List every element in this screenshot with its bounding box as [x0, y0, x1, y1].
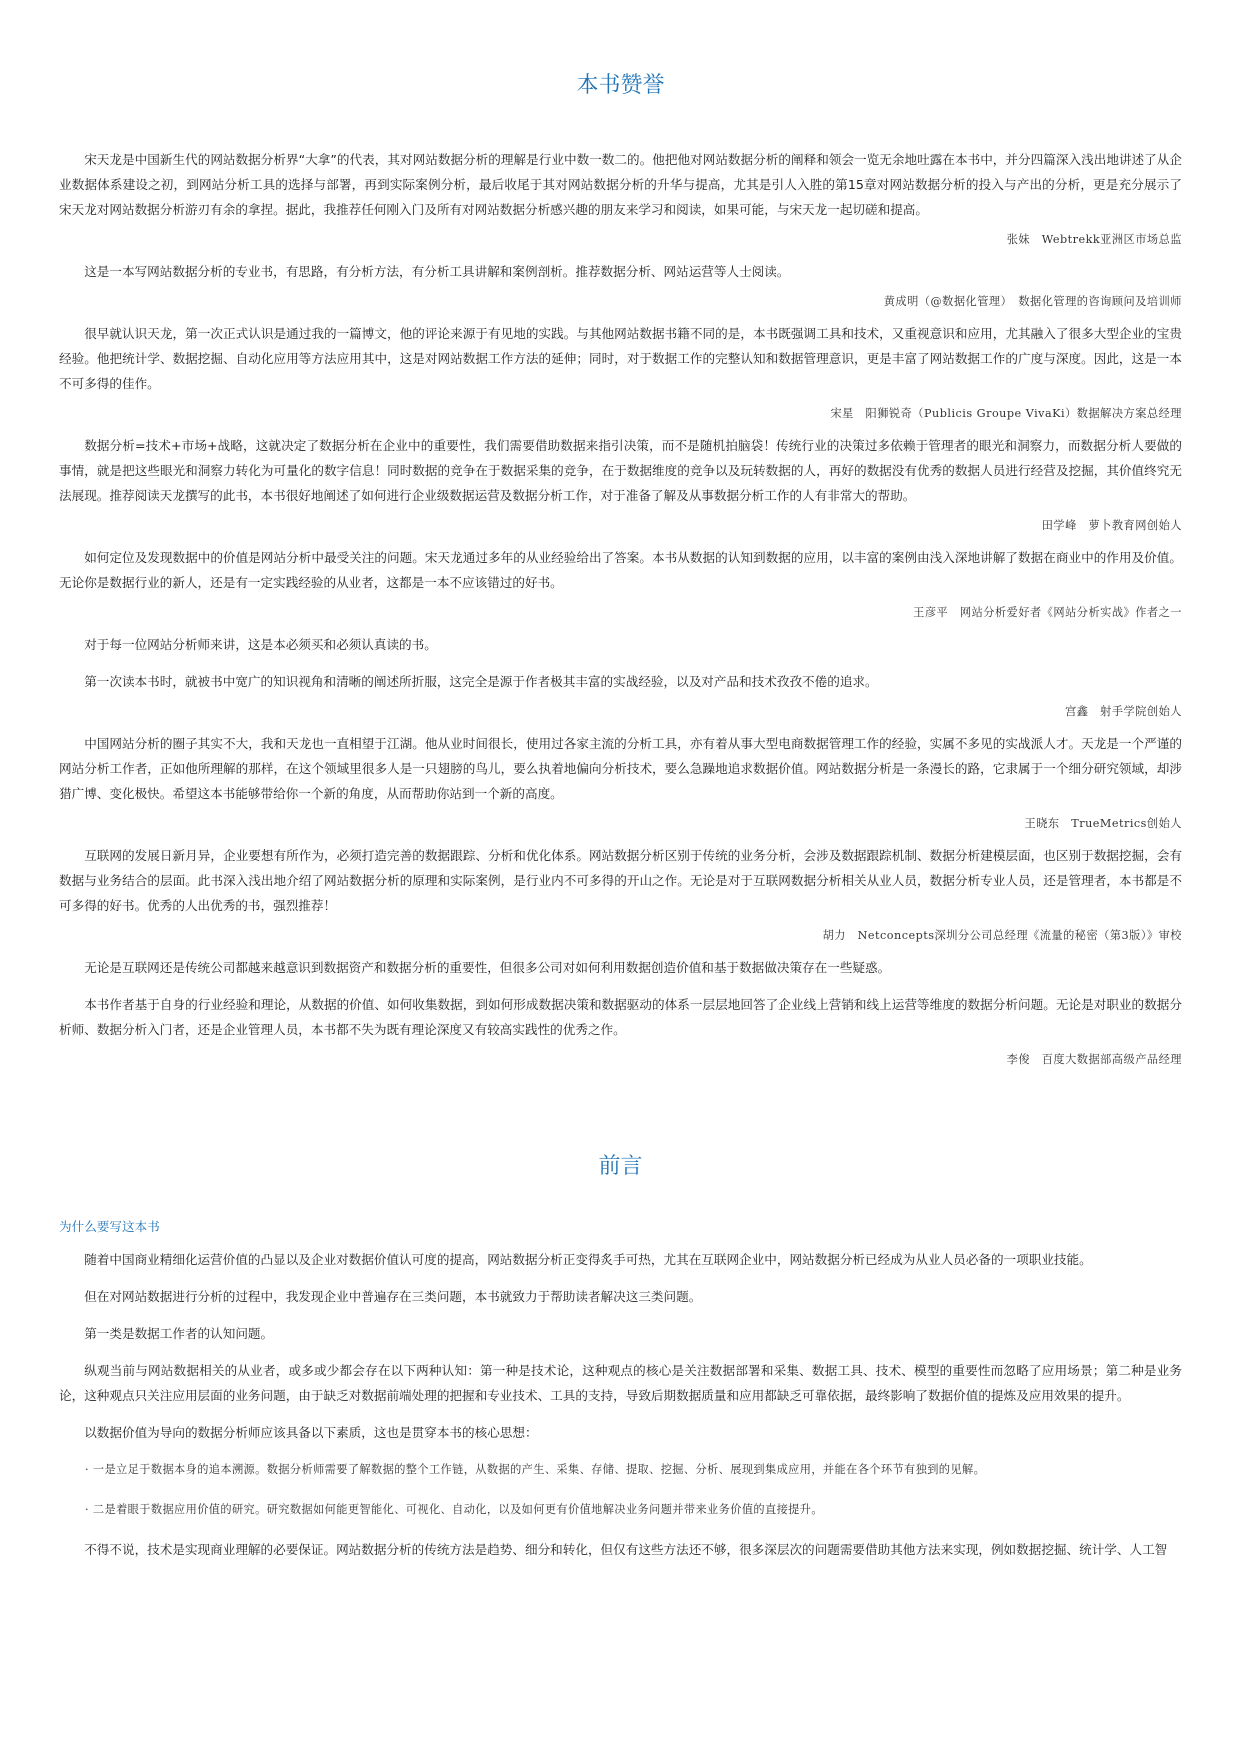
- preface-paragraph: 纵观当前与网站数据相关的从业者，或多或少都会存在以下两种认知：第一种是技术论，这种观点的核心是关注数据部署和采集、数据工具、技术、模型的重要性而忽略了应用场景；第二种是业务论，这种观点只关注应用层面的业务问题，由于缺乏对数据前端处理的把握和专业技术、工具的支持，导致后期数据质量和应用都缺乏可靠依据，最终影响了数据价值的提炼及应用效果的提升。: [59, 1363, 1182, 1403]
- preface-paragraph: 但在对网站数据进行分析的过程中，我发现企业中普遍存在三类问题，本书就致力于帮助读者解决这三类问题。: [84, 1289, 702, 1304]
- praise-text: 互联网的发展日新月异，企业要想有所作为，必须打造完善的数据跟踪、分析和优化体系。网站数据分析区别于传统的业务分析，会涉及数据跟踪机制、数据分析建模层面，也区别于数据挖掘，会有数据与业务结合的层面。此书深入浅出地介绍了网站数据分析的原理和实际案例，是行业内不可多得的开山之作。无论是对于互联网数据分析相关从业人员，数据分析专业人员，还是管理者，本书都是不可多得的好书。优秀的人出优秀的书，强烈推荐！: [59, 848, 1182, 913]
- praise-author: 黄成明（@数据化管理） 数据化管理的咨询顾问及培训师: [883, 295, 1182, 308]
- praise-entry: [59, 719, 1182, 831]
- praise-author: 王晓东 TrueMetrics创始人: [1024, 817, 1182, 830]
- preface-paragraph: 不得不说，技术是实现商业理解的必要保证。网站数据分析的传统方法是趋势、细分和转化，但仅有这些方法还不够，很多深层次的问题需要借助其他方法来实现，例如数据挖掘、统计学、人工智: [84, 1542, 1168, 1557]
- preface-paragraph: 以数据价值为导向的数据分析师应该具备以下素质，这也是贯穿本书的核心思想：: [84, 1425, 538, 1440]
- praise-author: 李俊 百度大数据部高级产品经理: [1006, 1053, 1182, 1066]
- praise-author: 田学峰 萝卜教育网创始人: [1041, 519, 1182, 532]
- praise-text: 如何定位及发现数据中的价值是网站分析中最受关注的问题。宋天龙通过多年的从业经验给出了答案。本书从数据的认知到数据的应用，以丰富的案例由浅入深地讲解了数据在商业中的作用及价值。无论你是数据行业的新人，还是有一定实践经验的从业者，这都是一本不应该错过的好书。: [59, 550, 1182, 590]
- praise-text: 本书作者基于自身的行业经验和理论，从数据的价值、如何收集数据，到如何形成数据决策和数据驱动的体系一层层地回答了企业线上营销和线上运营等维度的数据分析问题。无论是对职业的数据分析师、数据分析入门者，还是企业管理人员，本书都不失为既有理论深度又有较高实践性的优秀之作。: [59, 997, 1182, 1037]
- praise-text: 中国网站分析的圈子其实不大，我和天龙也一直相望于江湖。他从业时间很长，使用过各家主流的分析工具，亦有着从事大型电商数据管理工作的经验，实属不多见的实战派人才。天龙是一个严谨的网站分析工作者，正如他所理解的那样，在这个领域里很多人是一只翅膀的鸟儿，要么执着地偏向分析技术，要么急躁地追求数据价值。网站数据分析是一条漫长的路，它隶属于一个细分研究领域，却涉猎广博、变化极快。希望这本书能够带给你一个新的角度，从而帮助你站到一个新的高度。: [59, 736, 1182, 801]
- praise-author: 宫鑫 射手学院创始人: [1065, 705, 1182, 718]
- praise-author: 宋星 阳狮锐奇（Publicis Groupe VivaKi）数据解决方案总经理: [830, 407, 1182, 420]
- praise-text: 数据分析=技术+市场+战略，这就决定了数据分析在企业中的重要性，我们需要借助数据来指引决策，而不是随机拍脑袋！传统行业的决策过多依赖于管理者的眼光和洞察力，而数据分析人要做的事情，就是把这些眼光和洞察力转化为可量化的数字信息！同时数据的竞争在于数据采集的竞争，在于数据维度的竞争以及玩转数据的人，再好的数据没有优秀的数据人员进行经营及挖掘，其价值终究无法展现。推荐阅读天龙撰写的此书，本书很好地阐述了如何进行企业级数据运营及数据分析工作，对于准备了解及从事数据分析工作的人有非常大的帮助。: [59, 438, 1182, 503]
- praise-list: [59, 120, 1182, 1067]
- preface-paragraph: 随着中国商业精细化运营价值的凸显以及企业对数据价值认可度的提高，网站数据分析正变得炙手可热，尤其在互联网企业中，网站数据分析已经成为从业人员必备的一项职业技能。: [84, 1252, 1092, 1267]
- praise-entry: [59, 120, 1182, 247]
- praise-entry: [59, 309, 1182, 421]
- praise-author: 张妹 Webtrekk亚洲区市场总监: [1006, 233, 1182, 246]
- preface-bullet: · 二是着眼于数据应用价值的研究。研究数据如何能更智能化、可视化、自动化，以及如何更有价值地解决业务问题并带来业务价值的直接提升。: [85, 1503, 823, 1516]
- praise-title: 本书赞誉: [576, 73, 665, 98]
- praise-author: 胡力 Netconcepts深圳分公司总经理《流量的秘密（第3版）》审校: [822, 929, 1182, 942]
- praise-entry: [59, 247, 1182, 309]
- praise-entry: [59, 831, 1182, 943]
- preface-bullet: · 一是立足于数据本身的追本溯源。数据分析师需要了解数据的整个工作链，从数据的产生、采集、存储、提取、挖掘、分析、展现到集成应用，并能在各个环节有独到的见解。: [85, 1463, 986, 1476]
- praise-entry: [59, 943, 1182, 980]
- preface-title: 前言: [598, 1154, 643, 1179]
- preface-paragraph: 第一类是数据工作者的认知问题。: [84, 1326, 274, 1341]
- praise-text: 宋天龙是中国新生代的网站数据分析界“大拿”的代表，其对网站数据分析的理解是行业中数一数二的。他把他对网站数据分析的阐释和领会一览无余地吐露在本书中，并分四篇深入浅出地讲述了从企业数据体系建设之初，到网站分析工具的选择与部署，再到实际案例分析，最后收尾于其对网站数据分析的升华与提高，尤其是引人入胜的第15章对网站数据分析的投入与产出的分析，更是充分展示了宋天龙对网站数据分析游刃有余的拿捏。据此，我推荐任何刚入门及所有对网站数据分析感兴趣的朋友来学习和阅读，如果可能，与宋天龙一起切磋和提高。: [59, 152, 1182, 217]
- praise-text: 对于每一位网站分析师来讲，这是本必须买和必须认真读的书。: [84, 637, 437, 652]
- praise-entry: [59, 533, 1182, 620]
- praise-author: 王彦平 网站分析爱好者《网站分析实战》作者之一: [913, 606, 1182, 619]
- praise-entry: [59, 657, 1182, 719]
- praise-text: 这是一本写网站数据分析的专业书，有思路，有分析方法，有分析工具讲解和案例剖析。推荐数据分析、网站运营等人士阅读。: [84, 264, 790, 279]
- praise-text: 很早就认识天龙，第一次正式认识是通过我的一篇博文，他的评论来源于有见地的实践。与其他网站数据书籍不同的是，本书既强调工具和技术，又重视意识和应用，尤其融入了很多大型企业的宝贵经验。他把统计学、数据挖掘、自动化应用等方法应用其中，这是对网站数据工作方法的延伸；同时，对于数据工作的完整认知和数据管理意识，更是丰富了网站数据工作的广度与深度。因此，这是一本不可多得的佳作。: [59, 326, 1182, 391]
- praise-text: 第一次读本书时，就被书中宽广的知识视角和清晰的阐述所折服，这完全是源于作者极其丰富的实战经验，以及对产品和技术孜孜不倦的追求。: [84, 674, 878, 689]
- preface-subtitle: 为什么要写这本书: [59, 1219, 160, 1234]
- praise-text: 无论是互联网还是传统公司都越来越意识到数据资产和数据分析的重要性，但很多公司对如何利用数据创造价值和基于数据做决策存在一些疑惑。: [84, 960, 891, 975]
- preface-body: [59, 1216, 1182, 1562]
- praise-entry: [59, 980, 1182, 1067]
- praise-entry: [59, 620, 1182, 657]
- praise-entry: [59, 421, 1182, 533]
